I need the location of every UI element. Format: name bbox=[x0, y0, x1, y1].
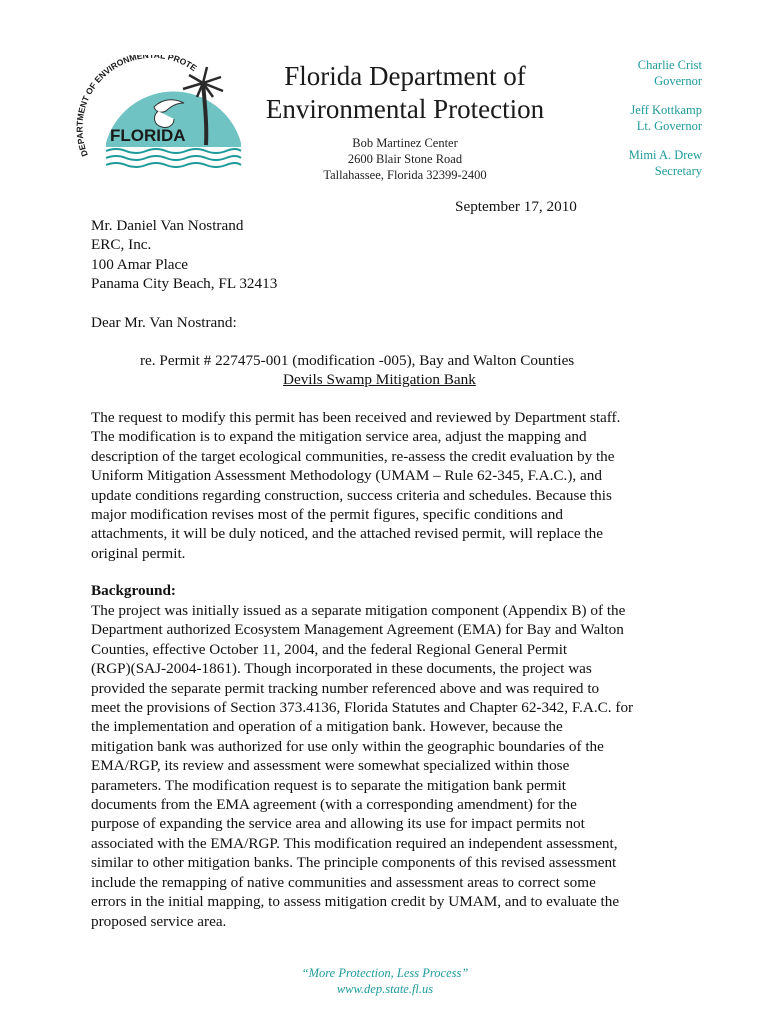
text-line: meet the provisions of Section 373.4136, Florida Statutes and Chapter 62-342, F.A.C. for bbox=[91, 699, 634, 717]
text-line: errors in the initial mapping, to assess mitigation credit by UMAM, and to evaluate the bbox=[91, 893, 620, 911]
text-line: include the remapping of native communities and assessment areas to correct some bbox=[91, 873, 596, 891]
officials-list bbox=[562, 58, 702, 193]
footer bbox=[0, 966, 770, 997]
text-line: update conditions regarding construction, success criteria and schedules. Because this bbox=[91, 486, 612, 504]
recipient-line: ERC, Inc. bbox=[91, 236, 152, 254]
official-name: Jeff Kottkamp bbox=[630, 103, 702, 117]
text-line: The request to modify this permit has been received and reviewed by Department staff. bbox=[91, 409, 621, 426]
recipient-address bbox=[91, 216, 277, 294]
re-line: re. Permit # 227475-001 (modification -005), Bay and Walton Counties bbox=[140, 352, 575, 369]
text-line: the implementation and operation of a mitigation bank. However, because the bbox=[91, 718, 563, 736]
agency-title bbox=[240, 60, 570, 126]
official-secretary bbox=[562, 148, 702, 179]
text-line: attachments, it will be duly noticed, and the attached revised permit, will replace the bbox=[91, 525, 603, 543]
background-heading: Background: bbox=[91, 582, 176, 599]
text-line: purpose of expanding the service area and allowing its use for impact permits not bbox=[91, 815, 585, 833]
official-lt-governor bbox=[562, 103, 702, 134]
official-role: Secretary bbox=[654, 163, 702, 178]
address-line: 2600 Blair Stone Road bbox=[347, 152, 463, 166]
text-line: Counties, effective October 11, 2004, and the federal Regional General Permit bbox=[91, 640, 568, 658]
official-name: Mimi A. Drew bbox=[628, 148, 702, 162]
official-name: Charlie Crist bbox=[637, 58, 702, 72]
text-line: similar to other mitigation banks. The principle components of this revised assessment bbox=[91, 854, 617, 872]
text-line: documents from the EMA agreement (with a corresponding amendment) for the bbox=[91, 796, 577, 814]
recipient-line: 100 Amar Place bbox=[91, 255, 189, 273]
text-line: proposed service area. bbox=[91, 912, 227, 930]
text-line: major modification revises most of the permit figures, specific conditions and bbox=[91, 506, 563, 524]
letter-date: September 17, 2010 bbox=[455, 198, 577, 215]
official-governor bbox=[562, 58, 702, 89]
agency-header bbox=[240, 60, 570, 183]
agency-title-line2: Environmental Protection bbox=[265, 94, 545, 124]
text-line: Uniform Mitigation Assessment Methodology (UMAM – Rule 62-345, F.A.C.), and bbox=[91, 467, 602, 485]
recipient-line: Panama City Beach, FL 32413 bbox=[91, 275, 278, 293]
footer-motto: “More Protection, Less Process” bbox=[301, 966, 469, 980]
recipient-line: Mr. Daniel Van Nostrand bbox=[91, 217, 244, 234]
logo-arc-text: DEPARTMENT OF ENVIRONMEN L PROTE bbox=[74, 55, 199, 158]
text-line: EMA/RGP, its review and assessment were somewhat specialized within those bbox=[91, 757, 570, 775]
agency-address bbox=[240, 135, 570, 183]
re-project: Devils Swamp Mitigation Bank bbox=[283, 371, 476, 389]
address-line: Tallahassee, Florida 32399-2400 bbox=[323, 168, 487, 182]
text-line: parameters. The modification request is to separate the mitigation bank permit bbox=[91, 776, 567, 794]
logo-florida-text: FLORIDA bbox=[110, 126, 186, 145]
text-line: associated with the EMA/RGP. This modification required an independent assessment, bbox=[91, 834, 618, 852]
text-line: description of the target ecological communities, re-assess the credit evaluation by the bbox=[91, 447, 615, 465]
text-line: Department authorized Ecosystem Management Agreement (EMA) for Bay and Walton bbox=[91, 621, 624, 639]
salutation: Dear Mr. Van Nostrand: bbox=[91, 314, 237, 331]
official-role: Governor bbox=[654, 73, 702, 88]
text-line: mitigation bank was authorized for use only within the geographic boundaries of the bbox=[91, 737, 604, 755]
paragraph-request bbox=[91, 408, 691, 563]
text-line: provided the separate permit tracking number referenced above and was required to bbox=[91, 679, 600, 697]
text-line: The project was initially issued as a separate mitigation component (Appendix B) of the bbox=[91, 602, 626, 619]
footer-website-link[interactable]: www.dep.state.fl.us bbox=[336, 981, 434, 996]
text-line: The modification is to expand the mitigation service area, adjust the mapping and bbox=[91, 428, 587, 446]
address-line: Bob Martinez Center bbox=[352, 136, 458, 150]
re-block bbox=[140, 351, 620, 390]
paragraph-background bbox=[91, 601, 691, 931]
official-role: Lt. Governor bbox=[636, 118, 702, 133]
agency-title-line1: Florida Department of bbox=[284, 61, 526, 91]
dep-logo bbox=[66, 55, 242, 175]
text-line: original permit. bbox=[91, 544, 186, 562]
text-line: (RGP)(SAJ-2004-1861). Though incorporated in these documents, the project was bbox=[91, 660, 592, 678]
